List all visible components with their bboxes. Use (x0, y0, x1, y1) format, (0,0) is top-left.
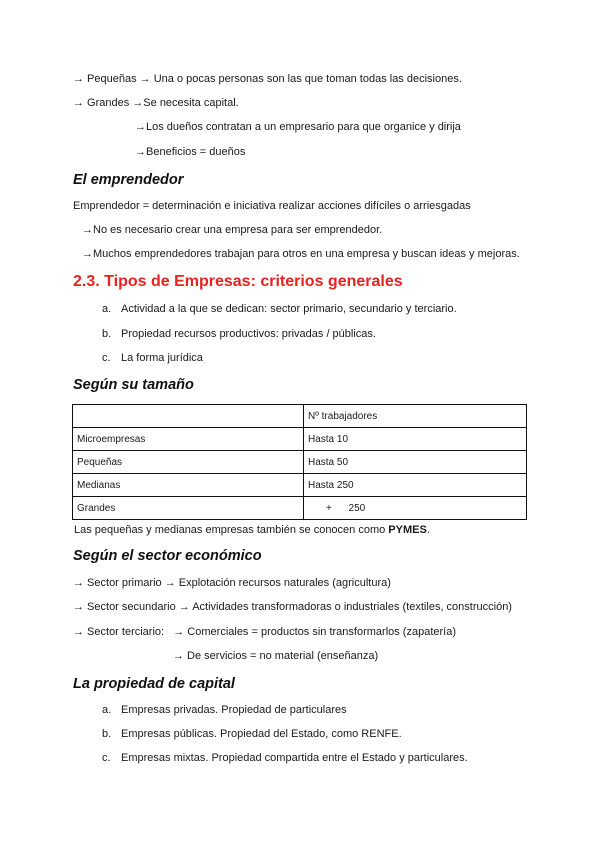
table-cell-label: Pequeñas (73, 451, 304, 474)
list-item (102, 328, 376, 340)
list-item-text: La forma jurídica (121, 352, 203, 364)
list-item-text: Actividad a la que se dedican: sector primario, secundario y terciario. (121, 303, 457, 315)
list-marker: a. (102, 704, 112, 716)
line-sector-secundario: → Sector secundario → Actividades transformadoras o industriales (textiles, construcción) (73, 601, 512, 613)
table-row (73, 497, 527, 520)
table-cell-value: Hasta 10 (304, 428, 527, 451)
line-beneficios: →Beneficios = dueños (135, 146, 246, 158)
list-marker: a. (102, 303, 112, 315)
line-grandes: → Grandes →Se necesita capital. (73, 97, 239, 109)
pymes-note-end: . (426, 524, 430, 536)
table-cell-value: + 250 (304, 497, 527, 520)
heading-tamano: Según su tamaño (73, 377, 194, 393)
line-emprendedor-point-2: →Muchos emprendedores trabajan para otros en una empresa y buscan ideas y mejoras. (82, 248, 520, 260)
table-cell-label: Microempresas (73, 428, 304, 451)
list-marker: b. (102, 328, 112, 340)
list-item (102, 752, 468, 764)
table-row (73, 451, 527, 474)
pymes-term: PYMES (388, 524, 427, 536)
heading-tipos-empresas: 2.3. Tipos de Empresas: criterios generales (73, 273, 403, 290)
line-pequenas: → Pequeñas → Una o pocas personas son las que toman todas las decisiones. (73, 73, 462, 85)
line-emprendedor-point-1: →No es necesario crear una empresa para ser emprendedor. (82, 224, 383, 236)
list-marker: c. (102, 752, 111, 764)
line-emprendedor-definition: Emprendedor = determinación e iniciativa realizar acciones difíciles o arriesgadas (73, 200, 471, 212)
list-marker: b. (102, 728, 112, 740)
heading-emprendedor: El emprendedor (73, 172, 184, 188)
heading-sector: Según el sector económico (73, 548, 262, 564)
list-item-text: Empresas públicas. Propiedad del Estado, como RENFE. (121, 728, 402, 740)
list-item (102, 704, 347, 716)
table-row (73, 474, 527, 497)
pymes-note (74, 524, 430, 536)
list-marker: c. (102, 352, 111, 364)
list-item-text: Propiedad recursos productivos: privadas / públicas. (121, 328, 376, 340)
table-header-cell-empty (73, 405, 304, 428)
table-header-cell: Nº trabajadores (304, 405, 527, 428)
line-sector-primario: → Sector primario → Explotación recursos naturales (agricultura) (73, 577, 391, 589)
list-item (102, 303, 457, 315)
heading-propiedad: La propiedad de capital (73, 676, 235, 692)
table-cell-value: Hasta 250 (304, 474, 527, 497)
table-tamano (72, 404, 527, 520)
table-cell-value: Hasta 50 (304, 451, 527, 474)
list-item (102, 728, 402, 740)
table-cell-label: Medianas (73, 474, 304, 497)
table-cell-label: Grandes (73, 497, 304, 520)
line-sector-servicios: → De servicios = no material (enseñanza) (173, 650, 379, 662)
list-item (102, 352, 203, 364)
line-sector-terciario: → Sector terciario: → Comerciales = productos sin transformarlos (zapatería) (73, 626, 456, 638)
list-item-text: Empresas privadas. Propiedad de particulares (121, 704, 347, 716)
table-header-row (73, 405, 527, 428)
pymes-note-text: Las pequeñas y medianas empresas también se conocen como (74, 524, 389, 536)
line-duenos: →Los dueños contratan a un empresario para que organice y dirija (135, 121, 461, 133)
table-row (73, 428, 527, 451)
list-item-text: Empresas mixtas. Propiedad compartida entre el Estado y particulares. (121, 752, 468, 764)
